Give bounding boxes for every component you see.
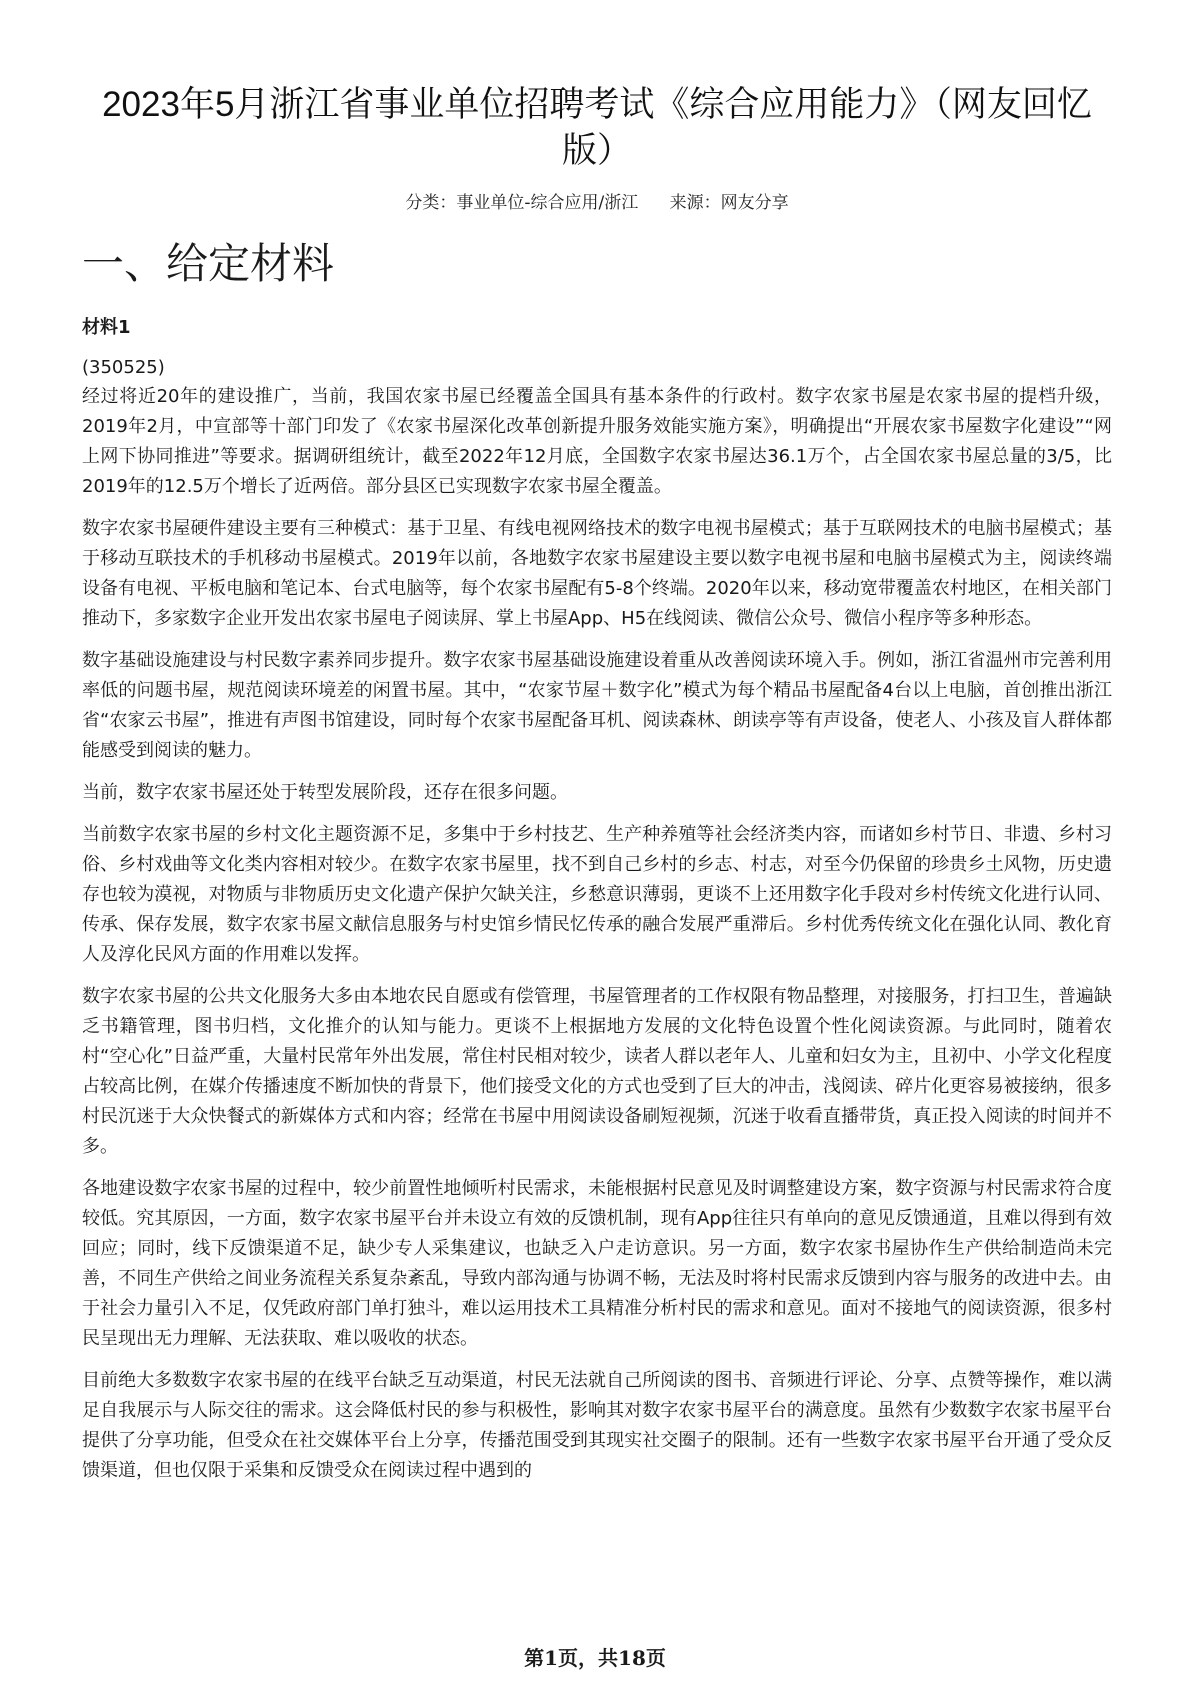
paragraph: 数字农家书屋的公共文化服务大多由本地农民自愿或有偿管理，书屋管理者的工作权限有物品整理，对接服务，打扫卫生，普遍缺乏书籍管理，图书归档，文化推介的认知与能力。更谈不上根据地方发展的文化特色设置个性化阅读资源。与此同时，随着农村“空心化”日益严重，大量村民常年外出发展，常住村民相对较少，读者人群以老年人、儿童和妇女为主，且初中、小学文化程度占较高比例，在媒介传播速度不断加快的背景下，他们接受文化的方式也受到了巨大的冲击，浅阅读、碎片化更容易被接纳，很多村民沉迷于大众快餐式的新媒体方式和内容；经常在书屋中用阅读设备刷短视频，沉迷于收看直播带货，真正投入阅读的时间并不多。 <box>82 986 1112 1157</box>
paragraph: 当前，数字农家书屋还处于转型发展阶段，还存在很多问题。 <box>82 782 568 803</box>
page-number: 第1页，共18页 <box>524 1646 666 1670</box>
source-label: 来源：网友分享 <box>669 193 789 213</box>
document-page <box>82 82 1112 1498</box>
paragraph: 经过将近20年的建设推广，当前，我国农家书屋已经覆盖全国具有基本条件的行政村。数字农家书屋是农家书屋的提档升级，2019年2月，中宣部等十部门印发了《农家书屋深化改革创新提升服务效能实施方案》，明确提出“开展农家书屋数字化建设”“网上网下协同推进”等要求。据调研组统计，截至2022年12月底，全国数字农家书屋达36.1万个，占全国农家书屋总量的3/5，比2019年的12.5万个增长了近两倍。部分县区已实现数字农家书屋全覆盖。 <box>82 386 1112 497</box>
paragraph: 数字基础设施建设与村民数字素养同步提升。数字农家书屋基础设施建设着重从改善阅读环境入手。例如，浙江省温州市完善利用率低的问题书屋，规范阅读环境差的闲置书屋。其中，“农家节屋＋数字化”模式为每个精品书屋配备4台以上电脑，首创推出浙江省“农家云书屋”，推进有声图书馆建设，同时每个农家书屋配备耳机、阅读森林、朗读亭等有声设备，使老人、小孩及盲人群体都能感受到阅读的魅力。 <box>82 650 1112 761</box>
paragraph: 各地建设数字农家书屋的过程中，较少前置性地倾听村民需求，未能根据村民意见及时调整建设方案，数字资源与村民需求符合度较低。究其原因，一方面，数字农家书屋平台并未设立有效的反馈机制，现有App往往只有单向的意见反馈通道，且难以得到有效回应；同时，线下反馈渠道不足，缺少专人采集建议，也缺乏入户走访意识。另一方面，数字农家书屋协作生产供给制造尚未完善，不同生产供给之间业务流程关系复杂紊乱，导致内部沟通与协调不畅，无法及时将村民需求反馈到内容与服务的改进中去。由于社会力量引入不足，仅凭政府部门单打独斗，难以运用技术工具精准分析村民的需求和意见。面对不接地气的阅读资源，很多村民呈现出无力理解、无法获取、难以吸收的状态。 <box>82 1178 1112 1349</box>
material-code: (350525) <box>82 357 165 378</box>
material-label: 材料1 <box>82 317 131 338</box>
paragraph: 数字农家书屋硬件建设主要有三种模式：基于卫星、有线电视网络技术的数字电视书屋模式；基于互联网技术的电脑书屋模式；基于移动互联技术的手机移动书屋模式。2019年以前，各地数字农家书屋建设主要以数字电视书屋和电脑书屋模式为主，阅读终端设备有电视、平板电脑和笔记本、台式电脑等，每个农家书屋配有5-8个终端。2020年以来，移动宽带覆盖农村地区，在相关部门推动下，多家数字企业开发出农家书屋电子阅读屏、掌上书屋App、H5在线阅读、微信公众号、微信小程序等多种形态。 <box>82 518 1112 629</box>
paragraph: 目前绝大多数数字农家书屋的在线平台缺乏互动渠道，村民无法就自己所阅读的图书、音频进行评论、分享、点赞等操作，难以满足自我展示与人际交往的需求。这会降低村民的参与积极性，影响其对数字农家书屋平台的满意度。虽然有少数数字农家书屋平台提供了分享功能，但受众在社交媒体平台上分享，传播范围受到其现实社交圈子的限制。还有一些数字农家书屋平台开通了受众反馈渠道，但也仅限于采集和反馈受众在阅读过程中遇到的 <box>82 1370 1112 1481</box>
paragraph: 当前数字农家书屋的乡村文化主题资源不足，多集中于乡村技艺、生产种养殖等社会经济类内容，而诸如乡村节日、非遗、乡村习俗、乡村戏曲等文化类内容相对较少。在数字农家书屋里，找不到自己乡村的乡志、村志，对至今仍保留的珍贵乡土风物，历史遗存也较为漠视，对物质与非物质历史文化遗产保护欠缺关注，乡愁意识薄弱，更谈不上还用数字化手段对乡村传统文化进行认同、传承、保存发展，数字农家书屋文献信息服务与村史馆乡情民忆传承的融合发展严重滞后。乡村优秀传统文化在强化认同、教化育人及淳化民风方面的作用难以发挥。 <box>82 824 1112 965</box>
document-title: 2023年5月浙江省事业单位招聘考试《综合应用能力》（网友回忆版） <box>102 85 1092 170</box>
category-label: 分类：事业单位-综合应用/浙江 <box>405 193 639 213</box>
section-heading: 一、给定材料 <box>82 239 335 288</box>
document-meta <box>82 188 1112 213</box>
